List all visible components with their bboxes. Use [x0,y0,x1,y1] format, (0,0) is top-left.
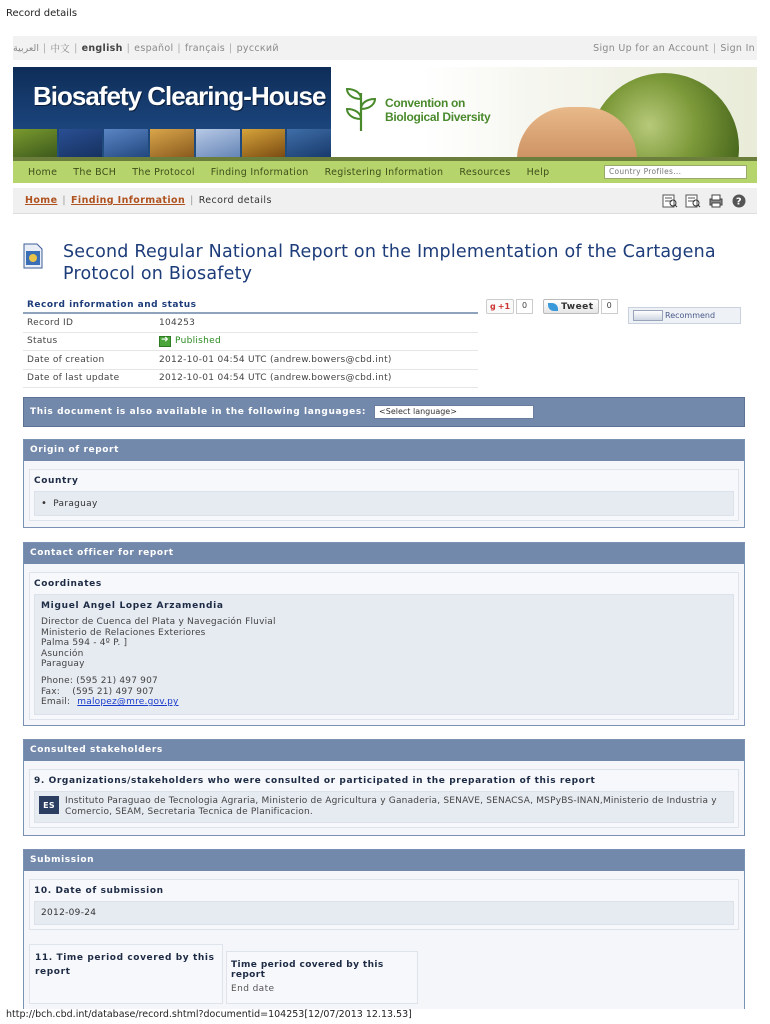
cbd-leaf-icon [343,87,379,133]
contact-header: Contact officer for report [24,543,744,564]
country-profiles-select[interactable]: Country Profiles... [604,165,747,179]
coordinates-box [34,594,734,715]
cbd-logo[interactable] [343,87,490,133]
gplus-label: +1 [497,302,511,311]
table-row [23,370,478,389]
date-created-value: 2012-10-01 04:54 UTC (andrew.bowers@cbd.int) [159,354,392,365]
page [13,36,757,994]
submission-panel [23,849,745,1009]
main-nav [13,161,757,183]
nav-registering-information[interactable]: Registering Information [324,166,444,178]
record-info-table [23,297,478,388]
gplus-group [486,299,533,314]
submission-date-label: 10. Date of submission [34,886,164,896]
svg-text:?: ? [735,196,743,208]
separator: | [42,42,47,54]
stakeholders-header: Consulted stakeholders [24,740,744,761]
lang-chinese[interactable]: 中文 [50,44,71,55]
contact-email-link[interactable]: malopez@mre.gov.py [77,697,179,708]
photo-strip [13,129,331,157]
contact-name: Miguel Angel Lopez Arzamendia [41,601,224,611]
separator: | [126,42,131,54]
submission-header: Submission [24,850,744,871]
date-created-label: Date of creation [27,354,105,365]
signin-link[interactable]: Sign In [720,42,755,54]
table-row [23,351,478,370]
table-row [23,314,478,333]
contact-phone: Phone: (595 21) 497 907 [41,675,158,686]
breadcrumb-current: Record details [198,195,272,206]
language-availability-text: This document is also available in the following languages: [30,407,367,417]
separator: | [177,42,181,54]
status-badge: Published [175,336,222,347]
twitter-bird-icon [548,303,558,311]
date-updated-value: 2012-10-01 04:54 UTC (andrew.bowers@cbd.int) [159,373,392,384]
stakeholders-section [29,769,739,828]
recommend-button[interactable] [628,307,741,324]
nav-home[interactable]: Home [28,166,58,178]
status-value [159,336,221,347]
contact-fax: Fax: (595 21) 497 907 [41,686,155,697]
date-updated-label: Date of last update [27,373,120,384]
record-id-label: Record ID [27,317,74,328]
separator: | [712,42,717,54]
language-list [13,41,279,55]
social-buttons [486,299,618,314]
stakeholders-label: 9. Organizations/stakeholders who were consulted or participated in the preparation of this report [34,776,596,786]
address-line: Director de Cuenca del Plata y Navegación Fluvial [41,617,276,627]
stakeholders-box [34,791,734,823]
compare-record-icon[interactable] [685,194,701,208]
address-line: Ministerio de Relaciones Exteriores [41,627,206,638]
lang-english[interactable]: english [81,42,123,54]
nav-the-bch[interactable]: The BCH [73,166,117,178]
published-icon [159,336,171,347]
separator: | [74,42,78,54]
print-header-title: Record details [6,8,78,19]
tweet-group [543,299,618,314]
stakeholders-row [39,796,729,818]
print-icon[interactable] [708,194,724,208]
record-id-value: 104253 [159,317,196,328]
coordinates-label: Coordinates [34,579,102,589]
submission-date-box: 2012-09-24 [34,901,734,925]
lang-arabic[interactable]: العربية [13,42,39,54]
address-line: Asunción [41,648,84,659]
time-period-label: 11. Time period covered by this report [29,944,223,1004]
breadcrumb [13,188,757,214]
document-icon [23,243,43,269]
help-icon[interactable] [731,194,747,208]
submission-date-section [29,879,739,930]
address-line: Paraguay [41,659,85,670]
separator: | [62,195,67,206]
gplus-count: 0 [516,299,533,314]
page-tools [662,194,747,208]
language-select[interactable]: <Select language> [374,405,534,419]
gplus-icon: g [490,302,496,311]
email-label: Email: [41,697,71,708]
record-info-header: Record information and status [23,297,478,314]
contact-section [29,572,739,720]
site-title: Biosafety Clearing-House [33,81,326,111]
breadcrumb-home[interactable]: Home [25,195,58,206]
contact-panel [23,542,745,726]
cbd-name [385,96,490,124]
signup-link[interactable]: Sign Up for an Account [593,42,709,54]
breadcrumb-finding-information[interactable]: Finding Information [71,195,186,206]
origin-section [29,469,739,521]
lang-spanish[interactable]: español [134,42,174,54]
contact-email-row [41,697,727,708]
lang-french[interactable]: français [184,42,226,54]
language-bar [13,36,757,60]
list-item [41,498,727,509]
page-title: Second Regular National Report on the Implementation of the Cartagena Protocol on Biosafety [63,242,716,284]
bch-logo-block[interactable] [13,67,331,161]
separator: | [190,195,194,206]
account-links [593,43,755,54]
stakeholders-text: Instituto Paraguao de Tecnologia Agraria, Ministerio de Agricultura y Ganaderia, SENAVE, SENACSA, MSPyBS-INAN,Ministerio de Industria y Comercio, SEAM, Secretaria Tecnica de Planificacion. [65,796,717,817]
country-label: Country [34,476,79,486]
language-availability-bar [23,397,745,427]
nav-resources[interactable]: Resources [459,166,511,178]
nav-finding-information[interactable]: Finding Information [210,166,309,178]
language-badge: ES [39,796,59,814]
tweet-count: 0 [601,299,618,314]
origin-panel [23,439,745,528]
recommend-label: Recommend [665,311,716,320]
country-box [34,491,734,516]
end-date-label: End date [231,984,275,994]
recommend-icon [633,310,663,321]
gplus-button[interactable] [486,299,514,314]
tweet-label: Tweet [561,301,594,312]
cbd-line-1: Convention on [385,96,466,110]
lang-russian[interactable]: русский [236,42,279,54]
cbd-line-2: Biological Diversity [385,110,491,124]
view-record-icon[interactable] [662,194,678,208]
nav-help[interactable]: Help [526,166,550,178]
time-period-title: Time period covered by this report [231,960,384,980]
print-footer-url: http://bch.cbd.int/database/record.shtml?documentid=104253[12/07/2013 12.13.53] [6,1009,412,1020]
nav-the-protocol[interactable]: The Protocol [132,166,195,178]
time-period-box [226,951,418,1004]
country-value: • Paraguay [53,498,98,509]
address-line: Palma 594 - 4º P. ] [41,638,128,649]
separator: | [229,42,233,54]
origin-header: Origin of report [24,440,744,461]
status-label: Status [27,336,58,347]
site-banner [13,67,757,161]
tweet-button[interactable] [543,299,598,314]
stakeholders-panel [23,739,745,836]
table-row [23,333,478,352]
